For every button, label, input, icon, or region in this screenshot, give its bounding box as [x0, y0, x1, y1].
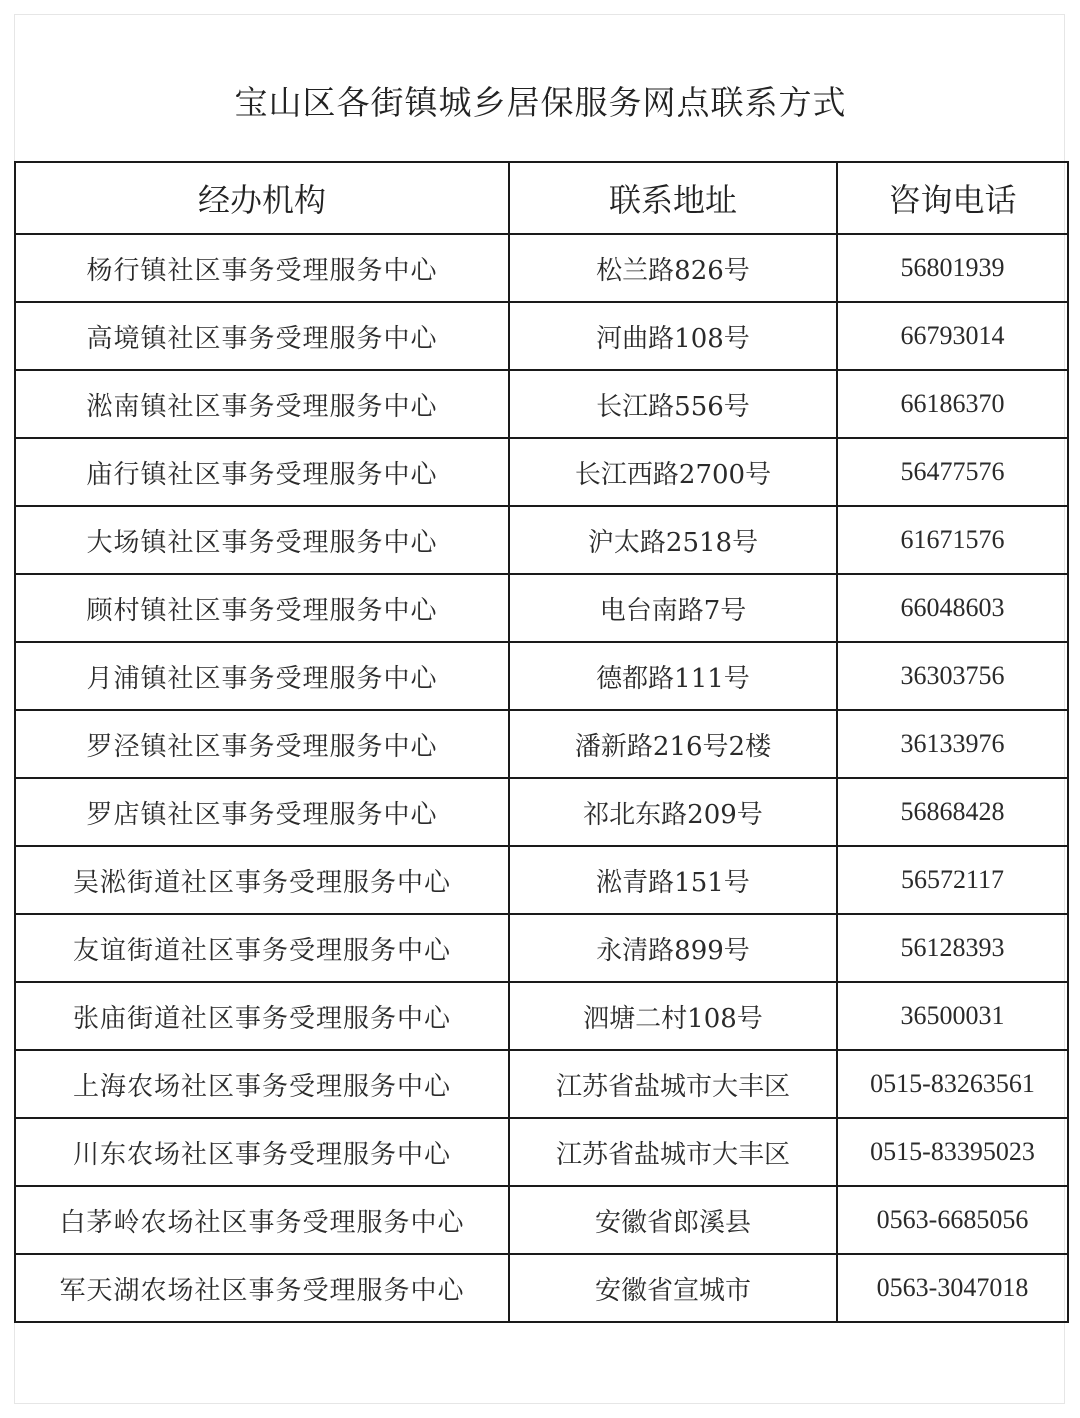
contacts-table: [14, 161, 1069, 1323]
table-row: [15, 778, 1068, 846]
phone-cell: 0563-3047018: [837, 1254, 1068, 1322]
organization-cell: 大场镇社区事务受理服务中心: [15, 506, 509, 574]
address-cell: 沪太路2518号: [509, 506, 837, 574]
table-row: [15, 710, 1068, 778]
header-address: 联系地址: [509, 162, 837, 234]
address-cell: 电台南路7号: [509, 574, 837, 642]
address-cell: 淞青路151号: [509, 846, 837, 914]
organization-cell: 淞南镇社区事务受理服务中心: [15, 370, 509, 438]
phone-cell: 0515-83263561: [837, 1050, 1068, 1118]
organization-cell: 庙行镇社区事务受理服务中心: [15, 438, 509, 506]
address-cell: 德都路111号: [509, 642, 837, 710]
table-row: [15, 234, 1068, 302]
table-row: [15, 1254, 1068, 1322]
phone-cell: 56801939: [837, 234, 1068, 302]
organization-cell: 顾村镇社区事务受理服务中心: [15, 574, 509, 642]
phone-cell: 66186370: [837, 370, 1068, 438]
address-cell: 河曲路108号: [509, 302, 837, 370]
address-cell: 祁北东路209号: [509, 778, 837, 846]
header-organization: 经办机构: [15, 162, 509, 234]
organization-cell: 月浦镇社区事务受理服务中心: [15, 642, 509, 710]
phone-cell: 36303756: [837, 642, 1068, 710]
address-cell: 潘新路216号2楼: [509, 710, 837, 778]
table-row: [15, 1118, 1068, 1186]
table-row: [15, 370, 1068, 438]
table-row: [15, 506, 1068, 574]
organization-cell: 张庙街道社区事务受理服务中心: [15, 982, 509, 1050]
table-row: [15, 914, 1068, 982]
table-row: [15, 982, 1068, 1050]
organization-cell: 军天湖农场社区事务受理服务中心: [15, 1254, 509, 1322]
address-cell: 长江西路2700号: [509, 438, 837, 506]
address-cell: 长江路556号: [509, 370, 837, 438]
address-cell: 永清路899号: [509, 914, 837, 982]
organization-cell: 罗店镇社区事务受理服务中心: [15, 778, 509, 846]
table-row: [15, 642, 1068, 710]
organization-cell: 上海农场社区事务受理服务中心: [15, 1050, 509, 1118]
header-phone: 咨询电话: [837, 162, 1068, 234]
phone-cell: 0563-6685056: [837, 1186, 1068, 1254]
phone-cell: 0515-83395023: [837, 1118, 1068, 1186]
table-row: [15, 302, 1068, 370]
phone-cell: 66048603: [837, 574, 1068, 642]
organization-cell: 高境镇社区事务受理服务中心: [15, 302, 509, 370]
table-header-row: [15, 162, 1068, 234]
address-cell: 江苏省盐城市大丰区: [509, 1050, 837, 1118]
organization-cell: 罗泾镇社区事务受理服务中心: [15, 710, 509, 778]
address-cell: 安徽省郎溪县: [509, 1186, 837, 1254]
document-title: 宝山区各街镇城乡居保服务网点联系方式: [234, 83, 847, 122]
table-row: [15, 574, 1068, 642]
table-row: [15, 1050, 1068, 1118]
phone-cell: 36500031: [837, 982, 1068, 1050]
organization-cell: 白茅岭农场社区事务受理服务中心: [15, 1186, 509, 1254]
phone-cell: 36133976: [837, 710, 1068, 778]
phone-cell: 56477576: [837, 438, 1068, 506]
phone-cell: 56868428: [837, 778, 1068, 846]
phone-cell: 56572117: [837, 846, 1068, 914]
organization-cell: 川东农场社区事务受理服务中心: [15, 1118, 509, 1186]
table-row: [15, 846, 1068, 914]
organization-cell: 友谊街道社区事务受理服务中心: [15, 914, 509, 982]
address-cell: 松兰路826号: [509, 234, 837, 302]
table-row: [15, 438, 1068, 506]
phone-cell: 66793014: [837, 302, 1068, 370]
phone-cell: 61671576: [837, 506, 1068, 574]
address-cell: 安徽省宣城市: [509, 1254, 837, 1322]
address-cell: 江苏省盐城市大丰区: [509, 1118, 837, 1186]
organization-cell: 吴淞街道社区事务受理服务中心: [15, 846, 509, 914]
table-row: [15, 1186, 1068, 1254]
organization-cell: 杨行镇社区事务受理服务中心: [15, 234, 509, 302]
address-cell: 泗塘二村108号: [509, 982, 837, 1050]
phone-cell: 56128393: [837, 914, 1068, 982]
